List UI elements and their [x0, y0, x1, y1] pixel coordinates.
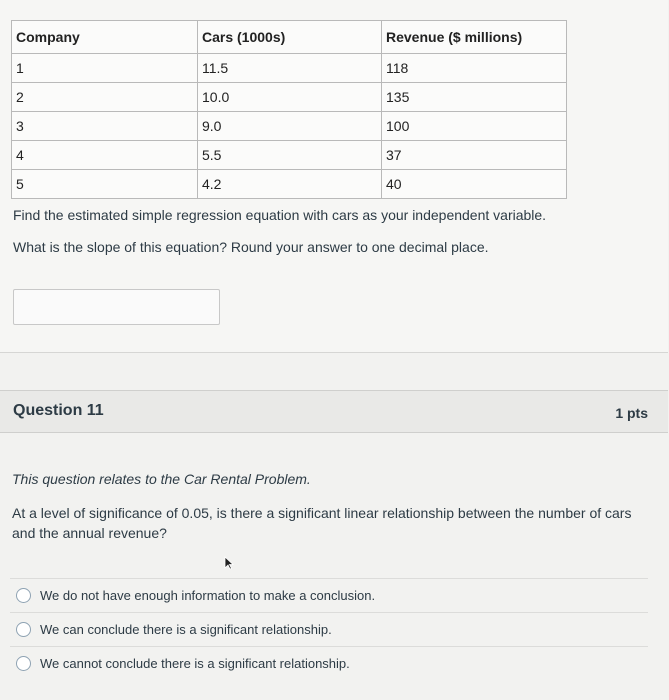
table-cell: 4.2: [198, 170, 382, 199]
table-cell: 5: [12, 170, 198, 199]
radio-button[interactable]: [16, 588, 31, 603]
answer-option-label: We can conclude there is a significant relationship.: [40, 622, 332, 637]
question-11-header: [0, 390, 668, 433]
radio-button[interactable]: [16, 656, 31, 671]
column-header-cars: Cars (1000s): [198, 21, 382, 54]
table-cell: 118: [382, 54, 567, 83]
answer-option-not-significant[interactable]: [10, 646, 648, 680]
table-cell: 11.5: [198, 54, 382, 83]
column-header-company: Company: [12, 21, 198, 54]
table-row: [12, 112, 567, 141]
table-header-row: [12, 21, 567, 54]
table-cell: 100: [382, 112, 567, 141]
table-cell: 3: [12, 112, 198, 141]
slope-answer-input[interactable]: [13, 289, 220, 325]
column-header-revenue: Revenue ($ millions): [382, 21, 567, 54]
answer-option-label: We cannot conclude there is a significant relationship.: [40, 656, 350, 671]
table-cell: 4: [12, 141, 198, 170]
radio-button[interactable]: [16, 622, 31, 637]
question-10-instruction: Find the estimated simple regression equation with cars as your independent variable.: [13, 207, 547, 223]
table-cell: 5.5: [198, 141, 382, 170]
question-11-text: At a level of significance of 0.05, is there a significant linear relationship between the number of cars and the annual revenue?: [12, 505, 632, 541]
table-cell: 9.0: [198, 112, 382, 141]
table-row: [12, 141, 567, 170]
table-cell: 10.0: [198, 83, 382, 112]
question-10-prompt: What is the slope of this equation? Round your answer to one decimal place.: [13, 239, 489, 255]
question-11-title: Question 11: [13, 402, 104, 419]
table-row: [12, 83, 567, 112]
table-cell: 1: [12, 54, 198, 83]
answer-option-insufficient-info[interactable]: [10, 578, 648, 612]
table-cell: 2: [12, 83, 198, 112]
table-cell: 37: [382, 141, 567, 170]
question-11-points: 1 pts: [615, 405, 648, 421]
answer-option-significant[interactable]: [10, 612, 648, 646]
table-cell: 40: [382, 170, 567, 199]
car-rental-table: [11, 20, 567, 199]
table-row: [12, 170, 567, 199]
question-11-intro: This question relates to the Car Rental Problem.: [12, 471, 311, 487]
answer-option-label: We do not have enough information to make a conclusion.: [40, 588, 376, 603]
table-row: [12, 54, 567, 83]
table-cell: 135: [382, 83, 567, 112]
mouse-cursor-icon: [224, 556, 234, 570]
